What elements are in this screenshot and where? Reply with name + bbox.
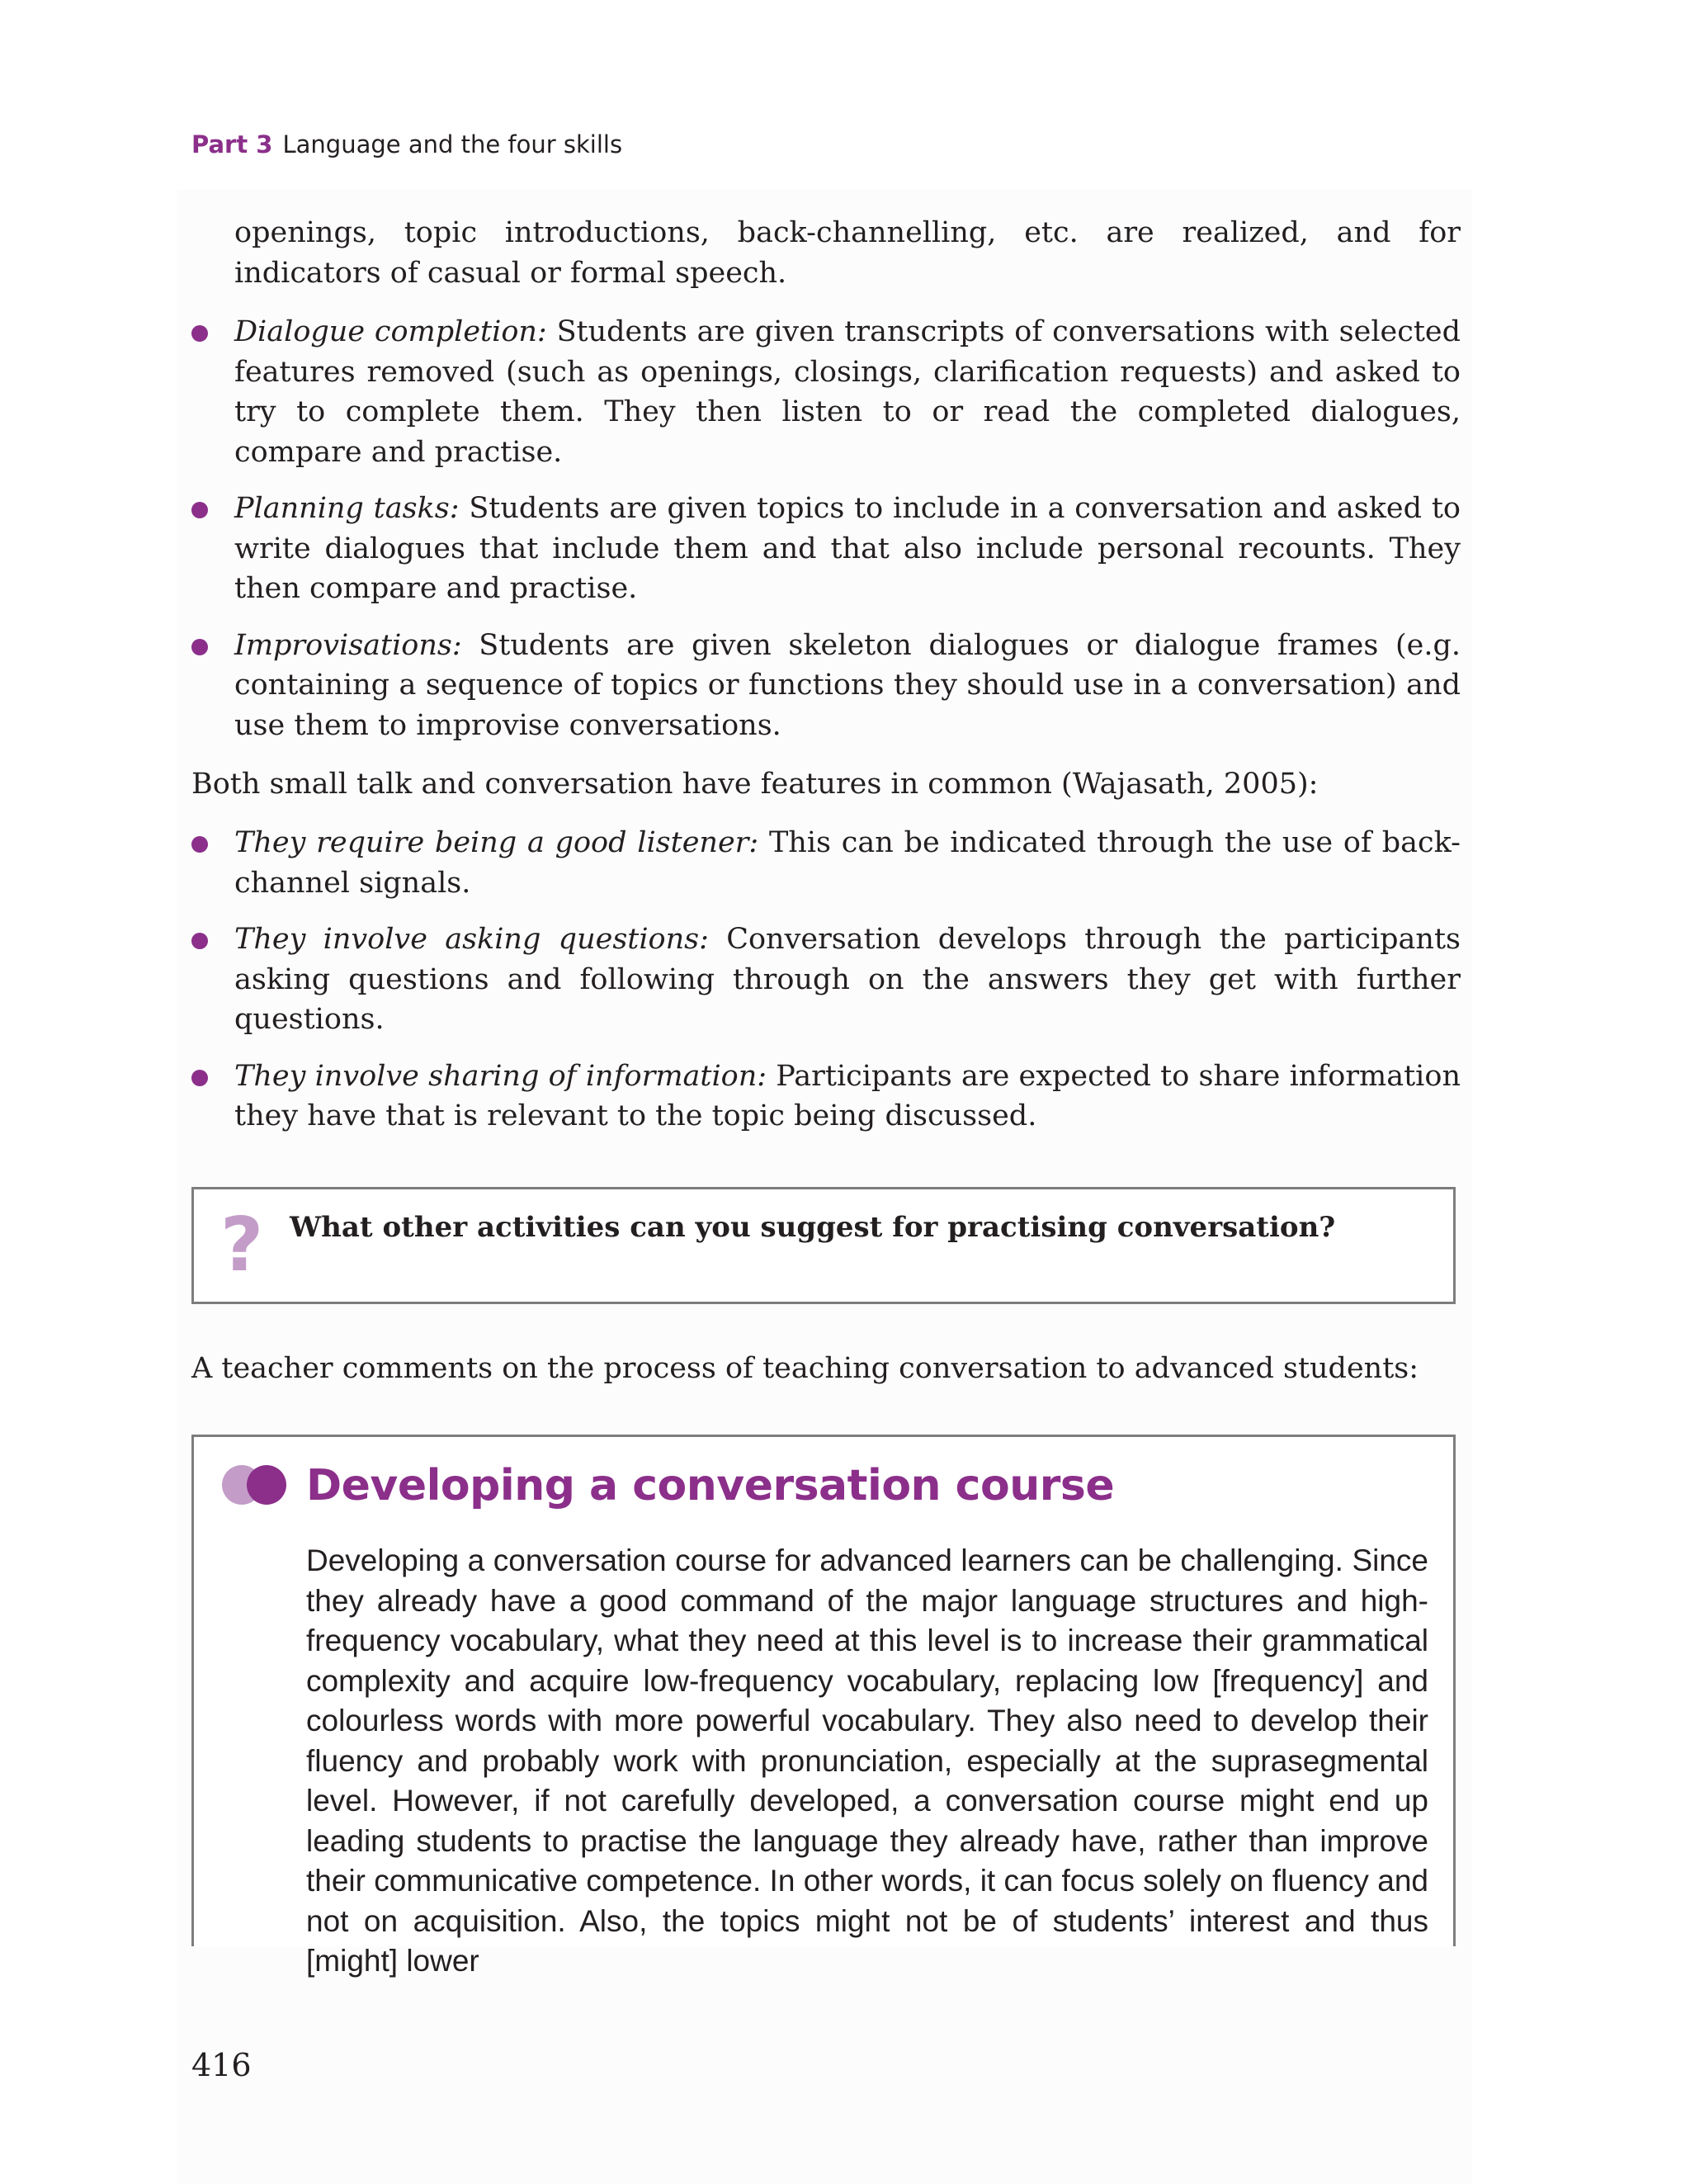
running-head [191,130,622,158]
list-item [191,1057,1461,1137]
activity-text: Students are given skeleton dialogues or dialogue frames (e.g. containing a sequence of topics or functions they should use in a conversation) and use them to improvise conversations. [234,628,1461,742]
activity-text: Students are given topics to include in a conversation and asked to write dialogues that include them and that also include personal recounts. They then compare and practise. [234,492,1461,605]
activity-term: Dialogue completion: [234,315,547,348]
features-list [191,823,1461,1153]
case-study-body: Developing a conversation course for advanced learners can be challenging. Since they already have a good command of the major language structures and high-frequency vocabulary, what they need at this level is to increase their grammatical complexity and acquire low-frequency vocabulary, replacing low [frequency] and colourless words with more powerful vocabulary. They also need to develop their fluency and probably work with pronunciation, especially at the suprasegmental level. However, if not carefully developed, a conversation course might end up leading students to practise the language they already have, rather than improve their communicative competence. In other words, it can focus solely on fluency and not on acquisition. Also, the topics might not be of students’ interest and thus [might] lower [306,1543,1428,1978]
teacher-comment-intro: A teacher comments on the process of teaching conversation to advanced students: [191,1352,1419,1385]
feature-term: They require being a good listener: [234,826,759,859]
feature-term: They involve sharing of information: [234,1059,767,1093]
common-features-intro: Both small talk and conversation have features in common (Wajasath, 2005): [191,768,1319,801]
case-study-box [191,1435,1456,1978]
feature-term: They involve asking questions: [234,923,709,956]
intro-continuation: openings, topic introductions, back-channelling, etc. are realized, and for indicators of casual or formal speech. [234,216,1461,290]
chapter-title: Language and the four skills [282,130,623,158]
activity-term: Planning tasks: [234,492,460,525]
page-number: 416 [191,2047,252,2083]
feature-text: Conversation develops through the participants asking questions and following through on the answers they get with further questions. [234,923,1461,1036]
reflection-question: What other activities can you suggest for practising conversation? [290,1211,1336,1244]
feature-text: This can be indicated through the use of back-channel signals. [234,826,1461,900]
part-label: Part 3 [191,130,273,158]
feature-text: Participants are expected to share information they have that is relevant to the topic being discussed. [234,1059,1461,1132]
activities-list [191,312,1461,762]
list-item [191,919,1461,1040]
activity-term: Improvisations: [234,628,462,662]
speech-circles-icon [220,1463,288,1506]
activity-text: Students are given transcripts of conversations with selected features removed (such as openings, closings, clarification requests) and asked to try to complete them. They then listen to or read the completed dialogues, compare and practise. [234,315,1461,469]
case-study-title: Developing a conversation course [306,1461,1115,1510]
list-item [191,823,1461,903]
list-item [191,489,1461,609]
list-item [191,626,1461,746]
list-item [191,312,1461,472]
question-mark-icon: ? [220,1202,264,1288]
reflection-question-box [191,1187,1456,1304]
